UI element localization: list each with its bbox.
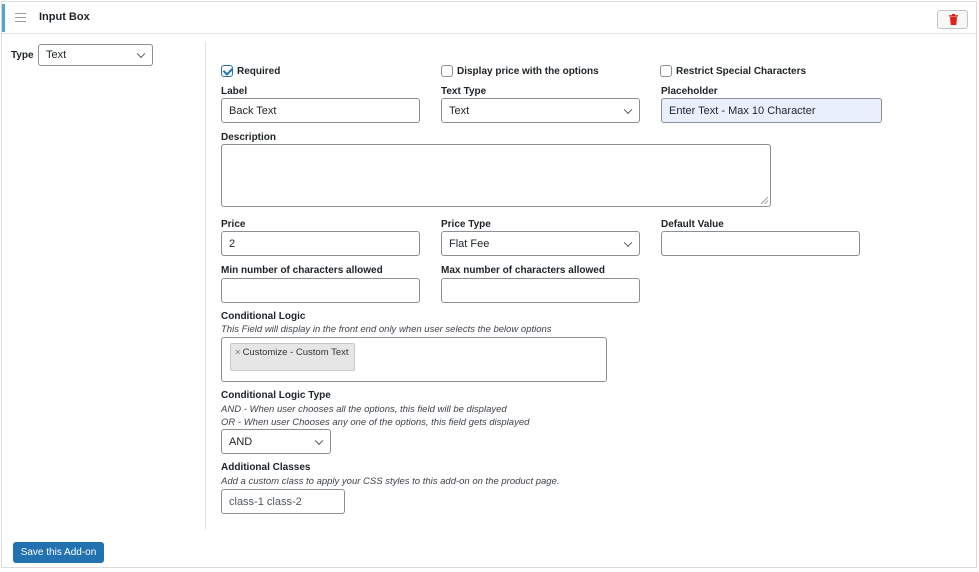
conditional-logic-type-label: Conditional Logic Type (221, 390, 331, 401)
description-label: Description (221, 132, 277, 143)
type-label: Type (11, 50, 34, 61)
description-textarea[interactable] (221, 144, 771, 207)
placeholder-input-value: Enter Text - Max 10 Character (669, 104, 816, 117)
conditional-logic-type-hint-or: OR - When user Chooses any one of the options, this field gets displayed (221, 417, 530, 428)
addon-title: Input Box (39, 11, 90, 23)
conditional-logic-type-value: AND (229, 435, 253, 448)
price-type-value: Flat Fee (449, 237, 490, 250)
max-chars-label: Max number of characters allowed (441, 265, 605, 276)
save-addon-button[interactable]: Save this Add-on (13, 542, 104, 563)
restrict-special-checkbox-row[interactable] (660, 65, 806, 77)
tag-text: Customize - Custom Text (242, 347, 349, 358)
conditional-logic-type-select[interactable] (221, 429, 331, 454)
min-chars-label: Min number of characters allowed (221, 265, 383, 276)
placeholder-label: Placeholder (661, 86, 718, 97)
price-type-label: Price Type (441, 219, 491, 230)
chevron-down-icon (137, 50, 145, 58)
price-input-value: 2 (229, 237, 236, 250)
display-price-label: Display price with the options (457, 65, 599, 77)
label-field-label: Label (221, 86, 248, 97)
chevron-down-icon (315, 436, 323, 444)
label-input[interactable] (221, 98, 420, 123)
display-price-checkbox-row[interactable] (441, 65, 599, 77)
placeholder-input[interactable] (661, 98, 882, 123)
min-chars-input[interactable] (221, 278, 420, 303)
addon-header (2, 2, 976, 34)
display-price-checkbox[interactable] (441, 65, 453, 77)
conditional-logic-hint: This Field will display in the front end only when user selects the below options (221, 324, 552, 335)
drag-handle-icon[interactable] (15, 13, 26, 22)
header-accent-bar (2, 4, 5, 32)
addon-panel (1, 1, 977, 568)
additional-classes-label: Additional Classes (221, 462, 311, 473)
required-checkbox-row[interactable] (221, 65, 280, 77)
max-chars-input[interactable] (441, 278, 640, 303)
delete-addon-button[interactable] (937, 10, 968, 29)
conditional-logic-tag[interactable] (230, 343, 355, 371)
default-value-input[interactable] (661, 231, 860, 256)
type-select[interactable] (38, 44, 153, 66)
restrict-special-checkbox[interactable] (660, 65, 672, 77)
conditional-logic-type-hint-and: AND - When user chooses all the options, this field will be displayed (221, 404, 507, 415)
price-label: Price (221, 219, 246, 230)
price-type-select[interactable] (441, 231, 640, 256)
type-select-value: Text (46, 49, 67, 61)
resize-grip-icon[interactable] (761, 197, 768, 204)
required-label: Required (237, 65, 281, 77)
required-checkbox[interactable] (221, 65, 233, 77)
chevron-down-icon (624, 105, 632, 113)
text-type-value: Text (449, 104, 470, 117)
text-type-label: Text Type (441, 86, 487, 97)
additional-classes-hint: Add a custom class to apply your CSS styles to this add-on on the product page. (221, 476, 560, 487)
chevron-down-icon (624, 238, 632, 246)
restrict-special-label: Restrict Special Characters (676, 65, 807, 77)
price-input[interactable] (221, 231, 420, 256)
text-type-select[interactable] (441, 98, 640, 123)
additional-classes-input[interactable] (221, 489, 345, 514)
column-divider (205, 42, 206, 530)
trash-icon (949, 14, 958, 25)
tag-remove-icon[interactable]: × (235, 347, 241, 358)
label-input-value: Back Text (229, 104, 277, 117)
conditional-logic-multiselect[interactable] (221, 337, 607, 382)
default-value-label: Default Value (661, 219, 724, 230)
conditional-logic-label: Conditional Logic (221, 311, 306, 322)
additional-classes-placeholder: class-1 class-2 (229, 495, 302, 508)
